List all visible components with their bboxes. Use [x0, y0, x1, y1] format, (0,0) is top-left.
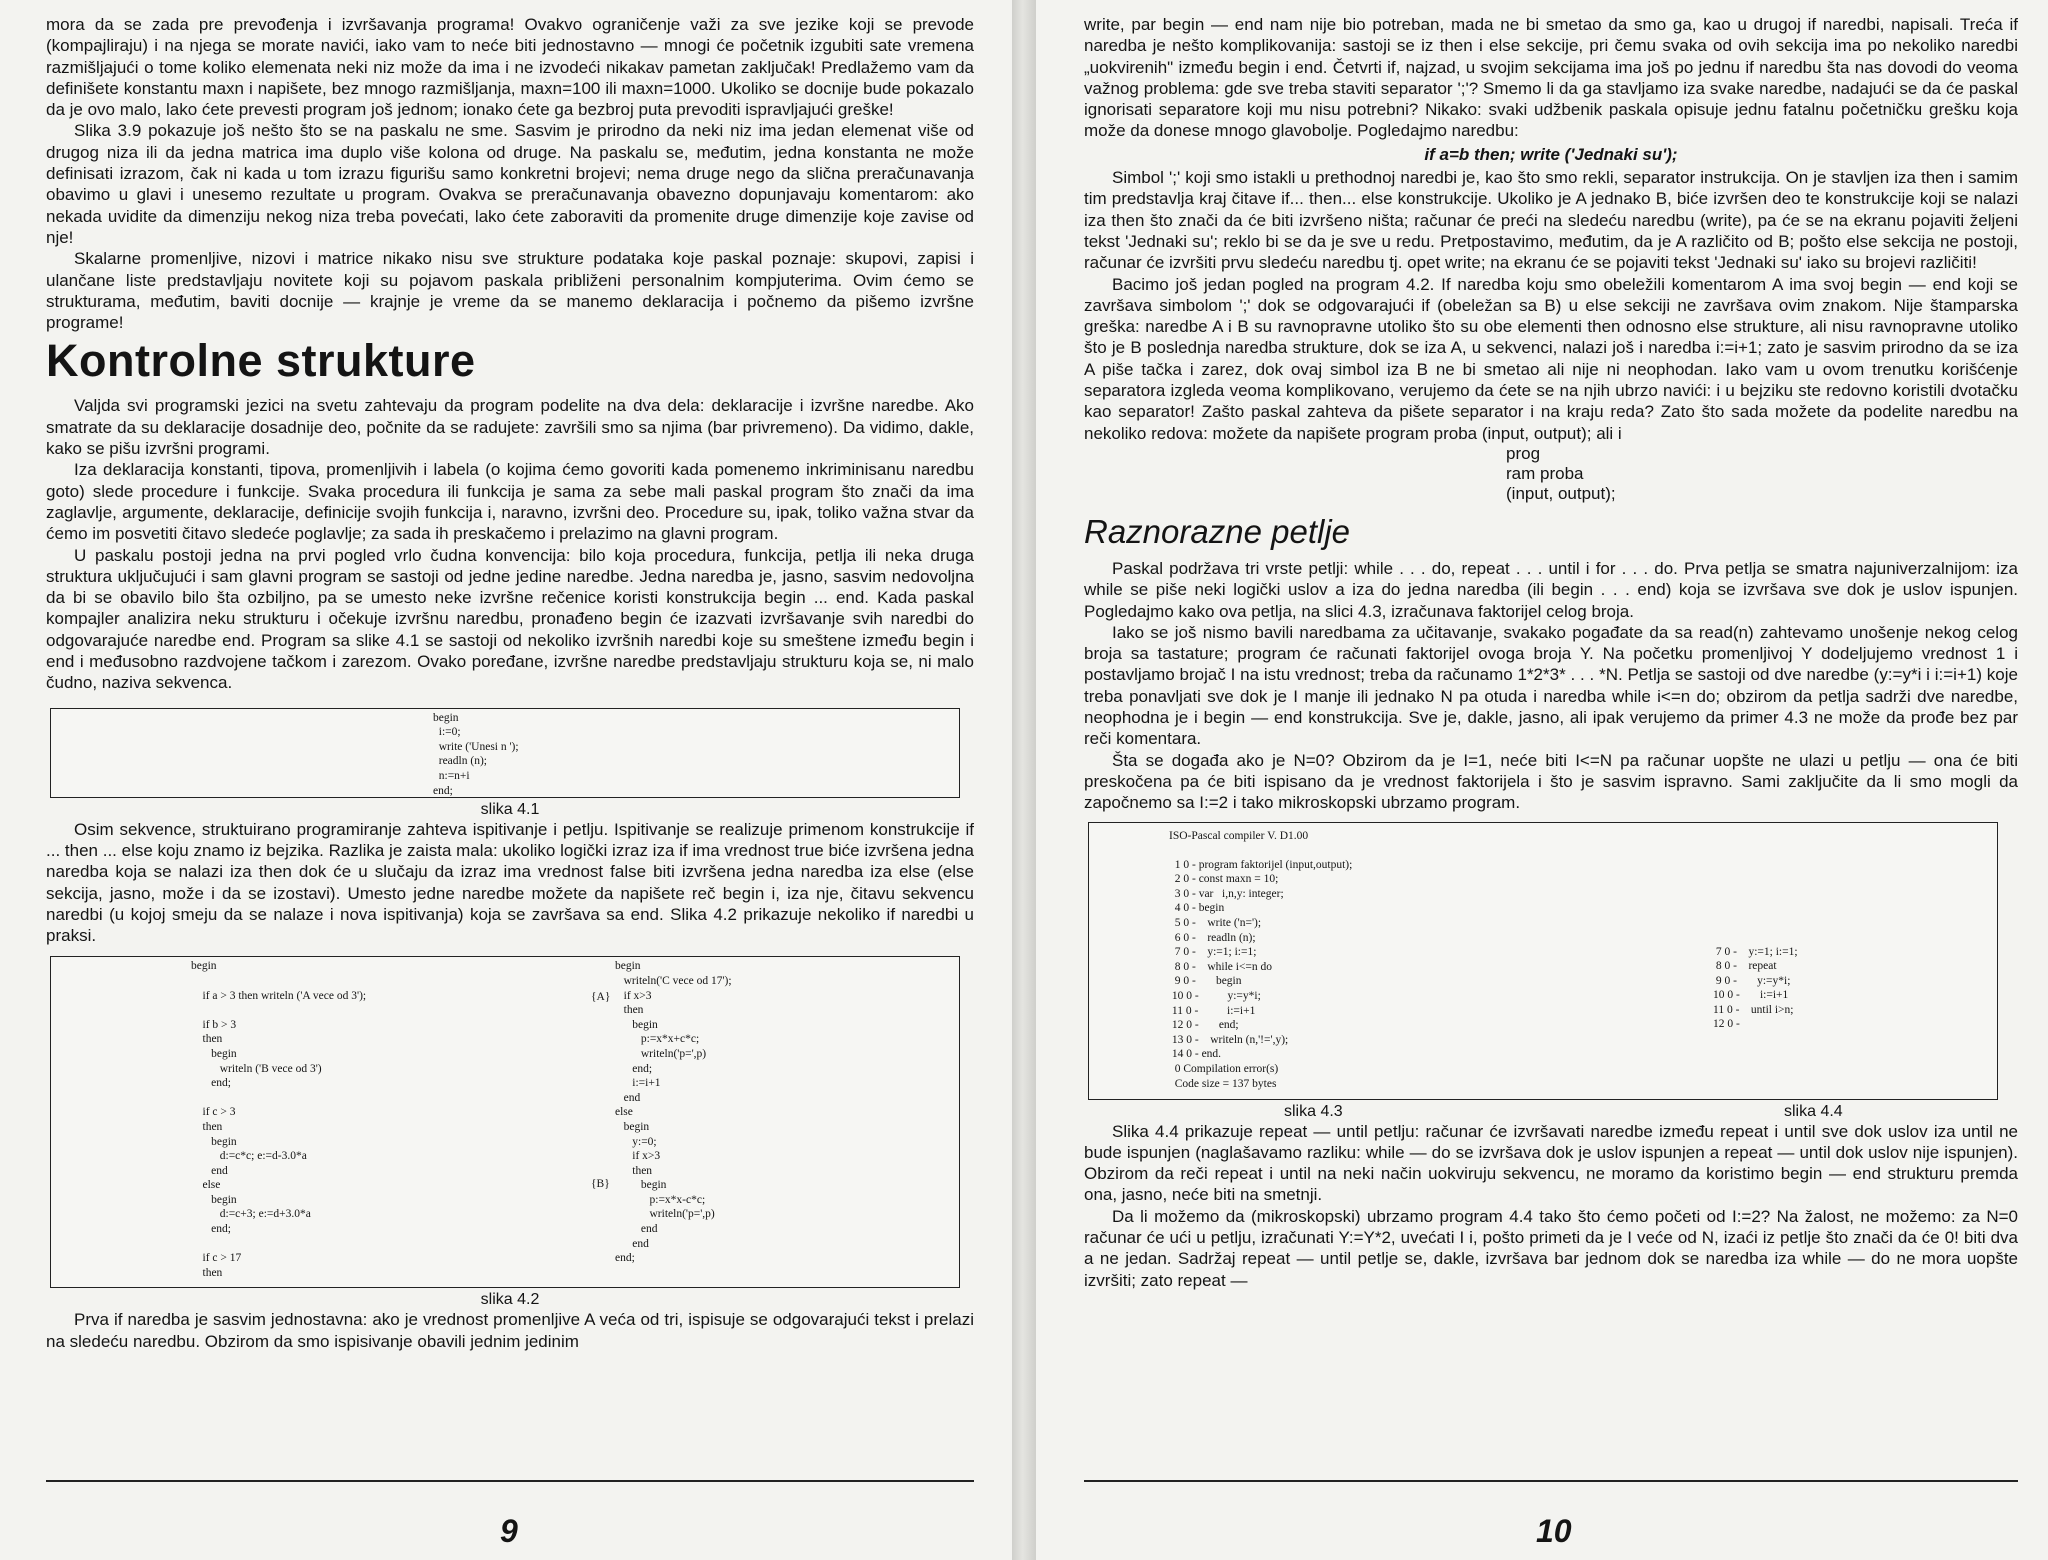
figure-4-3-caption: slika 4.3	[1284, 1102, 1343, 1120]
intro-paragraph-1: mora da se zada pre prevođenja i izvršavanja programa! Ovakvo ograničenje važi za sve jezike koji se prevode (kompajliraju) i na njega se morate navići, iako vam to neće biti jednostavno — mnogi će početnik izgubiti sate vremena razmišljajući o tome koliko elemenata neki niz može da ima i ne izvodeći nikakav pametan zaključak! Predlažemo vam da definišete konstantu maxn i napišete, bez mnogo razmišljanja, maxn=100 ili maxn=1000. Ukoliko se docnije bude pokazalo da je ovo malo, lako ćete prevesti program još jednom; ionako ćete ga bezbroj puta prevoditi ispravljajući greške!	[46, 15, 974, 120]
paragraph-3: Bacimo još jedan pogled na program 4.2. If naredba koju smo obeležili komentarom A ima svoj begin — end koji se završava simbolom ';' dok se odgovarajući if (obeležan sa B) u else sekciji ne završava ovim znakom. Nije štamparska greška: naredbe A i B su ravnopravne utoliko što su obe elementi then odnosno else strukture, ali nisu ravnopravne utoliko što je B poslednja naredba strukture, dok se iza A, u sekvenci, nalazi još i naredba i:=i+1; zato je sasvim prirodno da se iza A piše tačka i zarez, dok ovaj simbol iza B ne bi smetao ali nije ni neophodan. Iako vam u ovom trenutku korišćenje separatora izgleda veoma komplikovano, verujemo da ćete se na njih ubrzo navići: i u bejziku ste redovno koristili dvotačku kao separator! Zašto paskal zahteva da pišete separator i na kraju reda? Zato što sada možete da podelite naredbu na nekoliko redova: možete da napišete program proba (input, output); ali i	[1084, 274, 2018, 443]
figure-captions-row	[1084, 1102, 2018, 1121]
footer-rule	[1084, 1480, 2018, 1482]
figure-4-2-label-b: {B}	[591, 1178, 610, 1191]
body-paragraph-4: Osim sekvence, struktuirano programiranje zahteva ispitivanje i petlju. Ispitivanje se realizuje primenom konstrukcije if ... then ... else koju znamo iz bejzika. Razlika je zaista mala: ukoliko logički izraz iza if ima vrednost true biće izvršena jedna naredba koja se nalazi iza then dok će u slučaju da izraz ima vrednost false biti izvršena jedna naredba iza else (else sekcija, jasno, može i da se izostavi). Umesto jedne naredbe možete da napišete reč begin i, iza nje, čitavu sekvencu naredbi (u kojoj smeju da se nalaze i nova ispitivanja) koja se završava sa end. Slika 4.2 prikazuje nekoliko if naredbi u praksi.	[46, 819, 974, 946]
paragraph-6: Šta se događa ako je N=0? Obzirom da je I=1, neće biti I<=N pa računar uopšte ne ulazi u petlju — ona će biti preskočena pa će biti ispisano da je vrednost faktorijela i što je sasvim ispravno. Sami zaključite da li smo mogli da započnemo sa I:=2 i tako mikroskopski ubrzamo program.	[1084, 750, 2018, 813]
left-page	[0, 0, 1012, 1560]
section-heading-kontrolne-strukture: Kontrolne strukture	[46, 335, 476, 387]
split-statement-example	[1506, 444, 2018, 504]
paragraph-7: Slika 4.4 prikazuje repeat — until petlju: računar će izvršavati naredbe između repeat i until sve dok uslov iza until ne bude ispunjen (naglašavamo razliku: while — do se izvršava dok je uslov ispunjen a repeat — until dok uslov nije ispunjen). Obzirom da reči repeat i until na neki način uokviruju sekvencu, ne moramo da koristimo begin — end strukturu premda ona, jasno, neće biti na smetnji.	[1084, 1121, 2018, 1205]
body-paragraph-2: Iza deklaracija konstanti, tipova, promenljivih i labela (o kojima ćemo govoriti kada pomenemo inkriminisanu naredbu goto) slede procedure i funkcije. Svaka procedura ili funkcija je sama za sebe mali paskal program što znači da ima zaglavlje, argumente, deklaracije, definicije svojih funkcija i, naravno, izvršni deo. Procedure su, ipak, toliko važna stvar da ćemo im posvetiti čitavo sledeće poglavlje; za sada ih preskačemo i prelazimo na glavni program.	[46, 460, 974, 544]
figure-4-3-4-4-listing	[1088, 822, 1998, 1100]
figure-4-2-code-right: begin writeln('C vece od 17'); if x>3 then begin p:=x*x+c*c; writeln('p=',p) end; i:=i+1 end else begin y:=0; if x>3 then begin p:=x*x-c*c; writeln('p=',p) end end end;	[615, 960, 732, 1265]
paragraph-4: Paskal podržava tri vrste petlji: while . . . do, repeat . . . until i for . . . do. Prva petlja se smatra najuniverzalnijom: iza while se piše neki logički uslov a iza do jedna naredba (ili begin . . . end) koja se izvršava sve dok je uslov ispunjen. Pogledajmo kako ova petlja, na slici 4.3, izračunava faktorijel celog broja.	[1084, 558, 2018, 621]
figure-4-4-caption: slika 4.4	[1784, 1102, 1843, 1120]
figure-4-2-caption: slika 4.2	[480, 1291, 540, 1309]
closing-paragraph: Prva if naredba je sasvim jednostavna: ako je vrednost promenljive A veća od tri, ispisuje se odgovarajući tekst i prelazi na sledeću naredbu. Obzirom da smo ispisivanje obavili jednim jedinim	[46, 1310, 974, 1351]
right-page	[1036, 0, 2048, 1560]
figure-4-1-listing	[50, 708, 960, 798]
paragraph-5: Iako se još nismo bavili naredbama za učitavanje, svakako pogađate da sa read(n) zahtevamo unošenje nekog celog broja sa tastature; program će računati faktorijel ovoga broja Y. Na početku promenljivoj Y dodeljujemo vrednost 1 i postavljamo brojač I na istu vrednost; treba da računamo 1*2*3* . . . *N. Petlja se sastoji od dve naredbe (y:=y*i i i:=i+1) koje treba ponavljati sve dok je I manje ili jednako N pa otuda i naredba while i<=n do; obzirom da petlja sadrži dve naredbe, neophodna je i begin — end konstrukcija. Sve je, dakle, jasno, ali ipak verujemo da primer 4.3 ne može da prođe bez par reči komentara.	[1084, 622, 2018, 749]
section-heading-raznorazne-petlje: Raznorazne petlje	[1084, 512, 1350, 550]
figure-4-1-caption: slika 4.1	[480, 800, 540, 818]
body-paragraph-3: U paskalu postoji jedna na prvi pogled vrlo čudna konvencija: bilo koja procedura, funkcija, petlja ili neka druga struktura uključujući i sam glavni program se sastoji od jedne jedine naredbe. Jedna naredba je, jasno, sasvim nedovoljna da bi se obavilo bilo šta ozbiljno, pa se umesto neke izvršne rečenice koristi konstrukcija begin ... end. Kada paskal kompajler analizira neku strukturu i očekuje izvršnu naredbu, pronađeno begin će izazvati izvršavanje svih naredbi do odgovarajuće naredbe end. Program sa slike 4.1 se sastoji od nekoliko izvršnih naredbi koje su smeštene između begin i end i međusobno razdvojene tačkom i zarezom. Ovako poređane, izvršne naredbe predstavljaju strukturu koja se, ni malo čudno, naziva sekvenca.	[46, 545, 974, 693]
example-statement: if a=b then; write ('Jednaki su');	[1424, 144, 1678, 164]
intro-paragraph-2: Slika 3.9 pokazuje još nešto što se na paskalu ne sme. Sasvim je prirodno da neki niz ima jedan elemenat više od drugog niza ili da jedna matrica ima duplo više kolona od druge. Na paskalu se, međutim, jedna konstanta ne može definisati izrazom, čak ni kada u tom izrazu figurišu samo konkretni brojevi; nema druge nego da slična preračunavanja obavimo u glavi i unesemo rezultate u program. Ovakva se preračunavanja obavezno dopunjavaju komentarom: ako nekada uvidite da dimenziju nekog niza treba povećati, lako ćete zaboraviti da promenite druge dimenzije koje zavise od nje!	[46, 121, 974, 247]
intro-paragraph-3: Skalarne promenljive, nizovi i matrice nikako nisu sve strukture podataka koje paskal poznaje: skupovi, zapisi i ulančane liste predstavljaju novitete koji su pojavom paskala približeni personalnim kompjuterima. Ovim ćemo se strukturama, međutim, baviti docnije — krajnje je vreme da se manemo deklaracija i počnemo da pišemo izvršne programe!	[46, 249, 974, 333]
body-paragraph-1: Valjda svi programski jezici na svetu zahtevaju da program podelite na dva dela: deklaracije i izvršne naredbe. Ako smatrate da su deklaracije dosadnije deo, počnite da se radujete: završili smo sa njima (bar privremeno). Da vidimo, dakle, kako se pišu izvršni programi.	[46, 396, 974, 459]
page-number: 9	[500, 1513, 518, 1549]
paragraph-1: write, par begin — end nam nije bio potreban, mada ne bi smetao da smo ga, kao u drugoj if naredbi, napisali. Treća if naredba je nešto komplikovanija: sastoji se iz then i else sekcije, pri čemu svaka od ovih sekcija ima po nekoliko naredbi „uokvirenih" između begin i end. Četvrti if, najzad, u svojim sekcijama ima još po jednu if naredbu šta nas dovodi do veoma važnog problema: gde sve treba staviti separator ';'? Smemo li da ga stavljamo iza svake naredbe, nadajući se da će paskal ignorisati separatore koji mu nisu potrebni? Nikako: svaki udžbenik paskala opisuje jednu fatalnu početničku grešku koja može da donese mnogo glavobolje. Pogledajmo naredbu:	[1084, 15, 2018, 141]
paragraph-8: Da li možemo da (mikroskopski) ubrzamo program 4.4 tako što ćemo početi od I:=2? Na žalost, ne možemo: za N=0 računar će ući u petlju, izračunati Y:=Y*2, uvećati I i, pošto primeti da je I veće od N, izaći iz petlje što znači da će 0! biti dva a ne jedan. Sadržaj repeat — until petlje se, dakle, izvršava bar jednom dok se naredba iza while — do ne mora uopšte izvršiti; zato repeat —	[1084, 1206, 2018, 1290]
footer-rule	[46, 1480, 974, 1482]
figure-4-2-label-a: {A}	[591, 991, 611, 1004]
split-line-2: ram proba	[1506, 463, 1584, 483]
page-number: 10	[1536, 1513, 1572, 1549]
figure-4-4-code: 7 0 - y:=1; i:=1; 8 0 - repeat 9 0 - y:=y*i; 10 0 - i:=i+1 11 0 - until i>n; 12 0 -	[1713, 945, 1798, 1031]
split-line-1: prog	[1506, 443, 1541, 463]
figure-4-2-listing	[50, 956, 960, 1288]
paragraph-2: Simbol ';' koji smo istakli u prethodnoj naredbi je, kao što smo rekli, separator instrukcija. On je stavljen iza then i samim tim predstavlja kraj čitave if... then... else konstrukcije. Ukoliko je A jednako B, biće izvršen deo te konstrukcije koji se nalazi iza then što znači da će biti izvršeno ništa; računar će preći na sledeću naredbu (write), pa će se na ekranu pojaviti željeni tekst 'Jednaki su'; reklo bi se da je sve u redu. Pretpostavimo, međutim, da je A različito od B; pošto else sekcija ne postoji, računar će izvršiti prvu sledeću naredbu tj. opet write; na ekranu će se pojaviti tekst 'Jednaki su' iako su brojevi različiti!	[1084, 168, 2018, 273]
figure-4-1-code: begin i:=0; write ('Unesi n '); readln (n); n:=n+i end;	[433, 711, 519, 797]
book-gutter	[1012, 0, 1036, 1560]
figure-4-2-code-left: begin if a > 3 then writeln ('A vece od 3'); if b > 3 then begin writeln ('B vece od 3') end; if c > 3 then begin d:=c*c; e:=d-3.0*a end else begin d:=c+3; e:=d+3.0*a end; if c > 17 then	[191, 960, 367, 1279]
split-line-3: (input, output);	[1506, 483, 1616, 503]
figure-4-3-code: ISO-Pascal compiler V. D1.00 1 0 - program faktorijel (input,output); 2 0 - const maxn = 10; 3 0 - var i,n,y: integer; 4 0 - begin 5 0 - write ('n='); 6 0 - readln (n); 7 0 - y:=1; i:=1; 8 0 - while i<=n do 9 0 - begin 10 0 - y:=y*i; 11 0 - i:=i+1 12 0 - end; 13 0 - writeln (n,'!=',y); 14 0 - end. 0 Compilation error(s) Code size = 137 bytes	[1169, 829, 1353, 1090]
